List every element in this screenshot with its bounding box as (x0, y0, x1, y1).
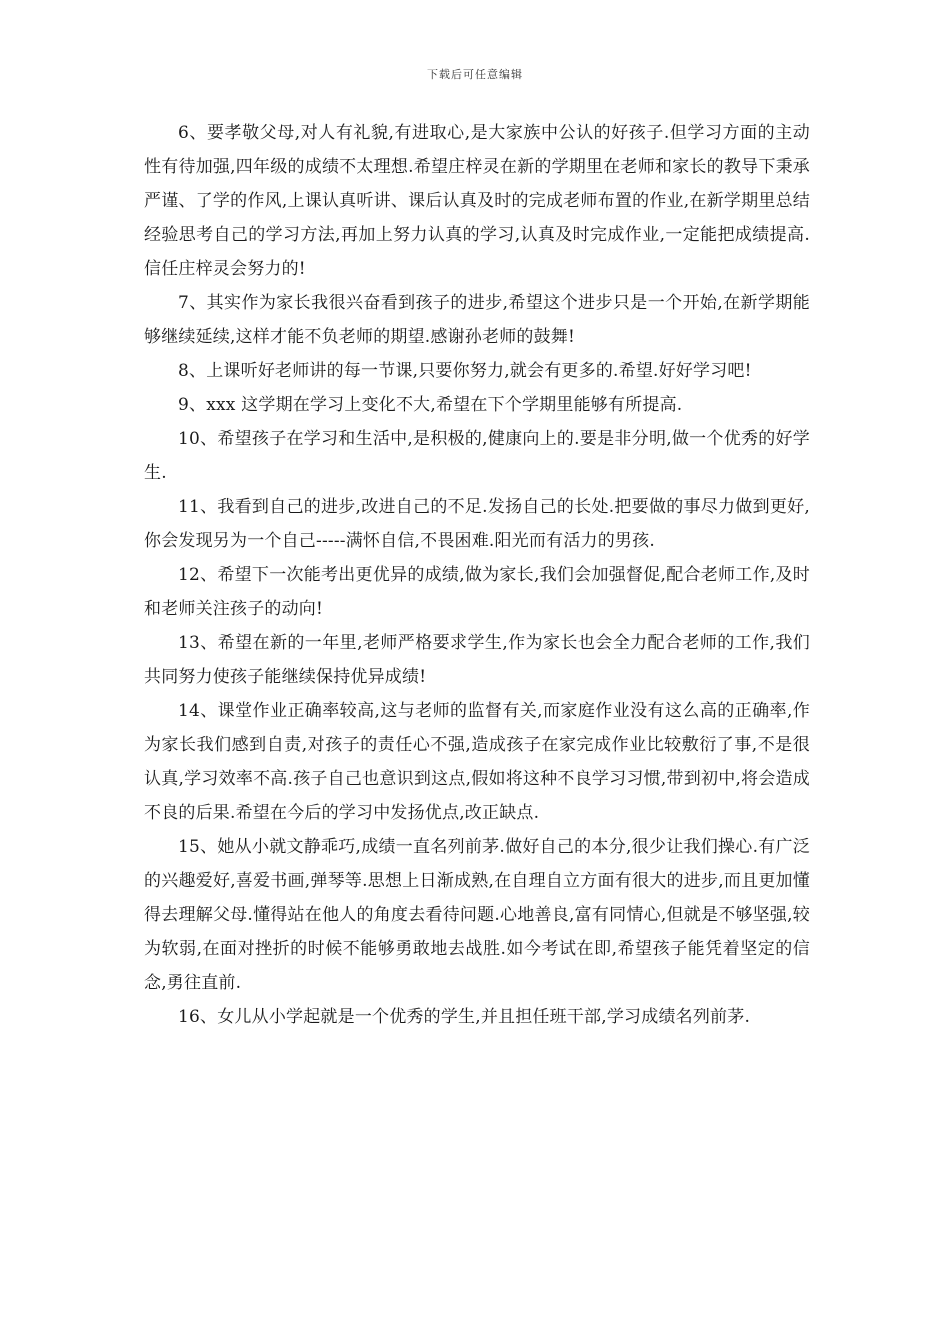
paragraph-14: 14、课堂作业正确率较高,这与老师的监督有关,而家庭作业没有这么高的正确率,作为家长我们感到自责,对孩子的责任心不强,造成孩子在家完成作业比较敷衍了事,不是很认真,学习效率不高.孩子自己也意识到这点,假如将这种不良学习习惯,带到初中,将会造成不良的后果.希望在今后的学习中发扬优点,改正缺点. (144, 701, 810, 823)
paragraph-12: 12、希望下一次能考出更优异的成绩,做为家长,我们会加强督促,配合老师工作,及时和老师关注孩子的动向! (144, 565, 810, 619)
document-body (144, 116, 810, 1034)
paragraph-13: 13、希望在新的一年里,老师严格要求学生,作为家长也会全力配合老师的工作,我们共同努力使孩子能继续保持优异成绩! (144, 633, 810, 687)
paragraph-7: 7、其实作为家长我很兴奋看到孩子的进步,希望这个进步只是一个开始,在新学期能够继续延续,这样才能不负老师的期望.感谢孙老师的鼓舞! (144, 293, 810, 347)
paragraph-16: 16、女儿从小学起就是一个优秀的学生,并且担任班干部,学习成绩名列前茅. (178, 1007, 751, 1027)
paragraph-8: 8、上课听好老师讲的每一节课,只要你努力,就会有更多的.希望.好好学习吧! (178, 361, 752, 381)
page-header-note: 下载后可任意编辑 (427, 68, 523, 81)
paragraph-11: 11、我看到自己的进步,改进自己的不足.发扬自己的长处.把要做的事尽力做到更好,你会发现另为一个自己-----满怀自信,不畏困难.阳光而有活力的男孩. (144, 497, 810, 551)
paragraph-15: 15、她从小就文静乖巧,成绩一直名列前茅.做好自己的本分,很少让我们操心.有广泛的兴趣爱好,喜爱书画,弹琴等.思想上日渐成熟,在自理自立方面有很大的进步,而且更加懂得去理解父母.懂得站在他人的角度去看待问题.心地善良,富有同情心,但就是不够坚强,较为软弱,在面对挫折的时候不能够勇敢地去战胜.如今考试在即,希望孩子能凭着坚定的信念,勇往直前. (144, 837, 810, 993)
paragraph-9: 9、xxx 这学期在学习上变化不大,希望在下个学期里能够有所提高. (178, 395, 683, 415)
paragraph-6: 6、要孝敬父母,对人有礼貌,有进取心,是大家族中公认的好孩子.但学习方面的主动性有待加强,四年级的成绩不太理想.希望庄梓灵在新的学期里在老师和家长的教导下秉承严谨、了学的作风,上课认真听讲、课后认真及时的完成老师布置的作业,在新学期里总结经验思考自己的学习方法,再加上努力认真的学习,认真及时完成作业,一定能把成绩提高.信任庄梓灵会努力的! (144, 123, 810, 279)
paragraph-10: 10、希望孩子在学习和生活中,是积极的,健康向上的.要是非分明,做一个优秀的好学生. (144, 429, 810, 483)
